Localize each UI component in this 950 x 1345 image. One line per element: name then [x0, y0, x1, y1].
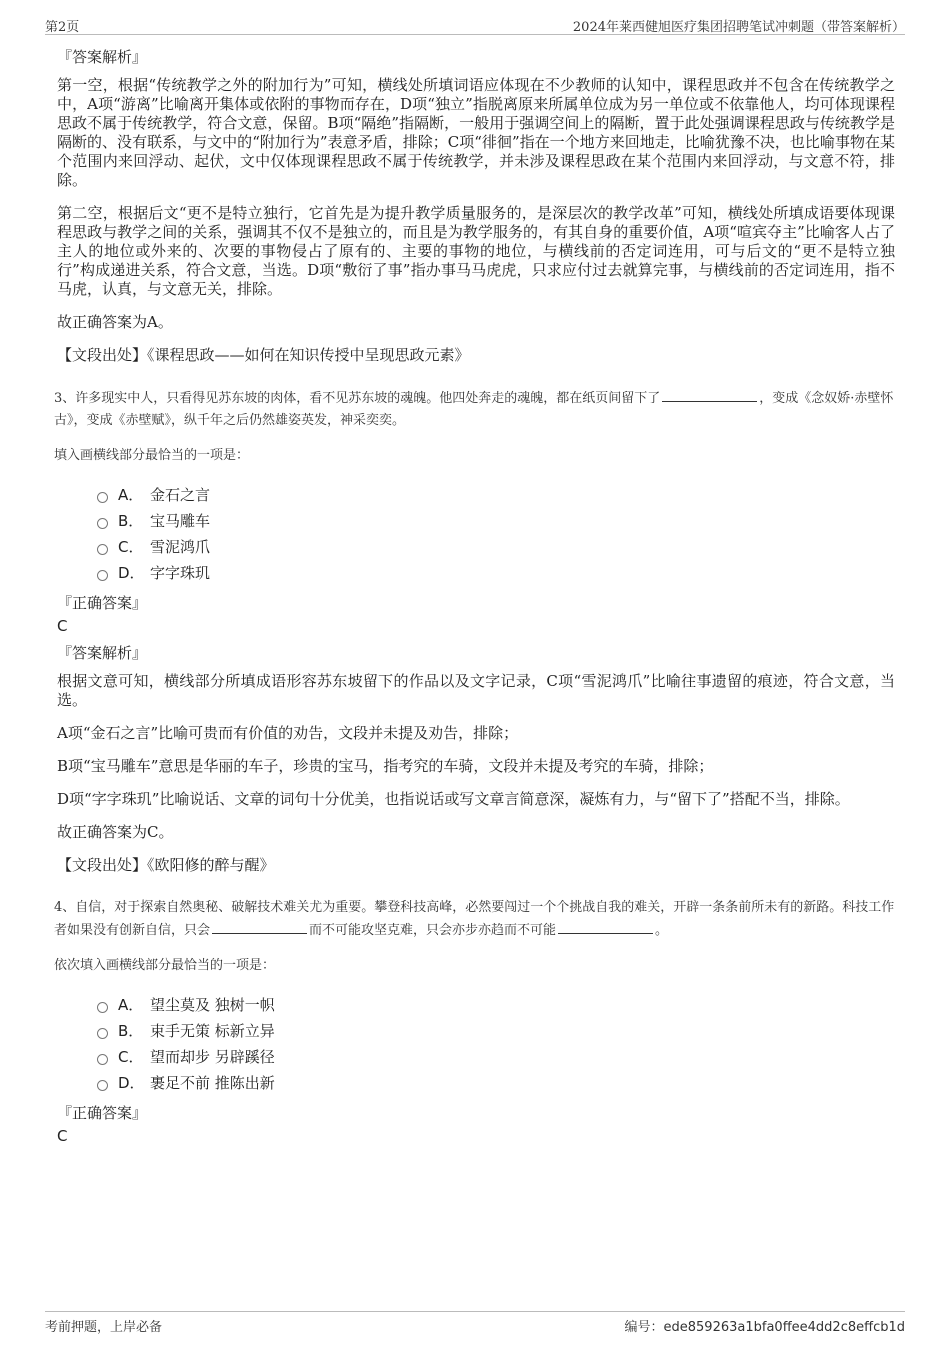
correct-answer: C [57, 617, 68, 635]
option-b[interactable]: B． 束手无策 标新立异 [97, 1018, 895, 1044]
radio-icon[interactable] [97, 570, 108, 581]
options-list [97, 992, 895, 1096]
page-number: 第2页 [45, 20, 80, 35]
question-stem: 4、自信，对于探索自然奥秘、破解技术难关尤为重要。攀登科技高峰，必然要闯过一个个挑战自我的难关，开辟一条条前所未有的新路。科技工作者如果没有创新自信，只会 而不可能攻坚克难，只会亦步亦趋而不可能 。 [54, 900, 895, 938]
source-citation: 【文段出处】《欧阳修的醉与醒》 [57, 856, 275, 874]
answer-blank [558, 919, 653, 934]
correct-answer-label: 『正确答案』 [57, 1104, 148, 1122]
analysis-paragraph: 故正确答案为A。 [57, 313, 173, 331]
radio-icon[interactable] [97, 1028, 108, 1039]
correct-answer: C [57, 1127, 68, 1145]
options-list [97, 482, 895, 586]
page-footer [45, 1311, 905, 1334]
answer-blank [212, 919, 307, 934]
radio-icon[interactable] [97, 518, 108, 529]
analysis-label: 『答案解析』 [57, 644, 148, 662]
analysis-paragraph: A项“金石之言”比喻可贵而有价值的劝告，文段并未提及劝告，排除； [57, 724, 519, 742]
analysis-paragraph: D项“字字珠玑”比喻说话、文章的词句十分优美，也指说话或写文章言简意深，凝炼有力，与“留下了”搭配不当，排除。 [57, 790, 850, 808]
radio-icon[interactable] [97, 1002, 108, 1013]
option-d[interactable]: D． 字字珠玑 [97, 560, 895, 586]
analysis-paragraph: B项“宝马雕车”意思是华丽的车子，珍贵的宝马，指考究的车骑，文段并未提及考究的车骑，排除； [57, 757, 714, 775]
analysis-label: 『答案解析』 [57, 48, 148, 66]
source-citation: 【文段出处】《课程思政——如何在知识传授中呈现思政元素》 [57, 346, 470, 364]
option-d[interactable]: D． 裹足不前 推陈出新 [97, 1070, 895, 1096]
prev-question-analysis [57, 46, 895, 365]
document-code: 编号：ede859263a1bfa0ffee4dd2c8effcb1d [624, 1320, 905, 1335]
analysis-paragraph: 第一空，根据“传统教学之外的附加行为”可知，横线处所填词语应体现在不少教师的认知中，课程思政并不包含在传统教学之中，A项“游离”比喻离开集体或依附的事物而存在，D项“独立”指脱离原来所属单位成为另一单位或不依靠他人，均可体现课程思政不属于传统教学，符合文意，保留。B项“隔绝”指隔断，一般用于强调空间上的隔断，置于此处强调课程思政与传统教学是隔断的、没有联系，与文中的“附加行为”表意矛盾，排除；C项“徘徊”指在一个地方来回地走，比喻犹豫不决，也比喻事物在某个范围内来回浮动、起伏，文中仅体现课程思政不属于传统教学，并未涉及课程思政在某个范围内来回浮动，与文意不符，排除。 [57, 76, 895, 189]
option-a[interactable]: A． 金石之言 [97, 482, 895, 508]
document-title: 2024年莱西健旭医疗集团招聘笔试冲刺题（带答案解析） [572, 20, 905, 35]
page-content [54, 42, 895, 1152]
question-stem: 3、许多现实中人，只看得见苏东坡的肉体，看不见苏东坡的魂魄。他四处奔走的魂魄，都在纸页间留下了 ，变成《念奴娇·赤壁怀古》，变成《赤壁赋》，纵千年之后仍然雄姿英发，神采奕奕。 [54, 387, 895, 432]
radio-icon[interactable] [97, 544, 108, 555]
analysis-paragraph: 根据文意可知，横线部分所填成语形容苏东坡留下的作品以及文字记录，C项“雪泥鸿爪”比喻往事遗留的痕迹，符合文意，当选。 [57, 672, 895, 709]
radio-icon[interactable] [97, 1080, 108, 1091]
correct-answer-label: 『正确答案』 [57, 594, 148, 612]
radio-icon[interactable] [97, 1054, 108, 1065]
answer-blank [662, 387, 757, 402]
option-c[interactable]: C． 望而却步 另辟蹊径 [97, 1044, 895, 1070]
option-b[interactable]: B． 宝马雕车 [97, 508, 895, 534]
footer-slogan: 考前押题，上岸必备 [45, 1320, 163, 1335]
question-prompt: 填入画横线部分最恰当的一项是： [54, 448, 250, 463]
question-prompt: 依次填入画横线部分最恰当的一项是： [54, 958, 276, 973]
page-header [45, 14, 905, 35]
option-a[interactable]: A． 望尘莫及 独树一帜 [97, 992, 895, 1018]
option-c[interactable]: C． 雪泥鸿爪 [97, 534, 895, 560]
question-4 [54, 897, 895, 1146]
question-3 [54, 387, 895, 875]
analysis-paragraph: 故正确答案为C。 [57, 823, 174, 841]
analysis-paragraph: 第二空，根据后文“更不是特立独行，它首先是为提升教学质量服务的，是深层次的教学改革”可知，横线处所填成语要体现课程思政与教学之间的关系，强调其不仅不是独立的，而且是为教学服务的，有其自身的重要价值，A项“喧宾夺主”比喻客人占了主人的地位或外来的、次要的事物侵占了原有的、主要的事物的地位，与横线前的否定词连用，可与后文的“更不是特立独行”构成递进关系，符合文意，当选。D项“敷衍了事”指办事马马虎虎，只求应付过去就算完事，与横线前的否定词连用，指不马虎，认真，与文意无关，排除。 [57, 204, 895, 298]
radio-icon[interactable] [97, 492, 108, 503]
